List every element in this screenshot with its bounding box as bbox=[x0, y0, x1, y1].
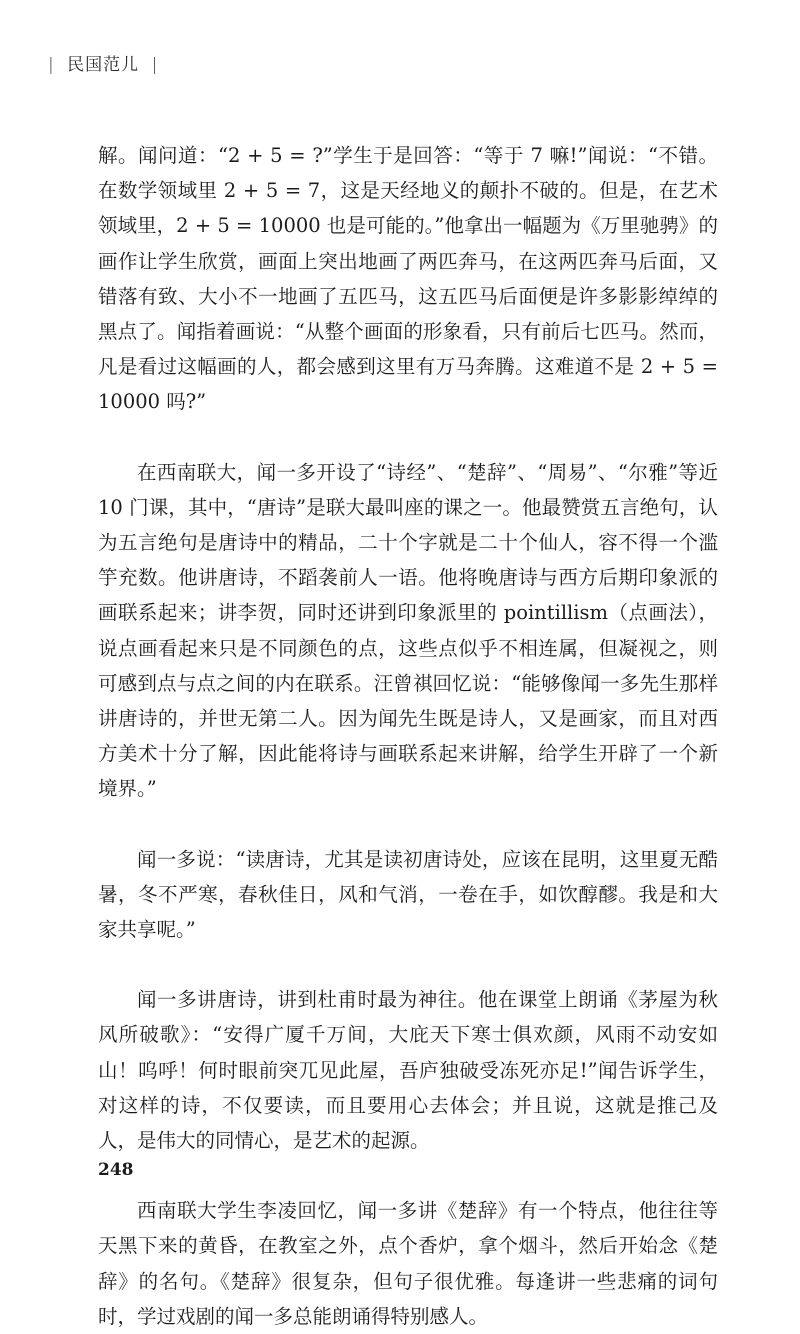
page-number: 248 bbox=[98, 1160, 134, 1180]
running-header bbox=[48, 50, 158, 75]
paragraph-chuci: 西南联大学生李凌回忆，闻一多讲《楚辞》有一个特点，他往往等天黑下来的黄昏，在教室之外，点个香炉，拿个烟斗，然后开始念《楚辞》的名句。《楚辞》很复杂，但句子很优雅。每逢讲一些悲痛的词句时，学过戏剧的闻一多总能朗诵得特别感人。 bbox=[98, 1199, 718, 1328]
paragraph-xinan-lianda: 在西南联大，闻一多开设了“诗经”、“楚辞”、“周易”、“尔雅”等近 10 门课，其中，“唐诗”是联大最叫座的课之一。他最赞赏五言绝句，认为五言绝句是唐诗中的精品，二十个字就是二十个仙人，容不得一个滥竽充数。他讲唐诗，不蹈袭前人一语。他将晚唐诗与西方后期印象派的画联系起来；讲李贺，同时还讲到印象派里的 pointillism（点画法），说点画看起来只是不同颜色的点，这些点似乎不相连属，但凝视之，则可感到点与点之间的内在联系。汪曾祺回忆说：“能够像闻一多先生那样讲唐诗的，并世无第二人。因为闻先生既是诗人，又是画家，而且对西方美术十分了解，因此能将诗与画联系起来讲解，给学生开辟了一个新境界。” bbox=[98, 460, 718, 801]
header-left-bar: | bbox=[48, 55, 55, 75]
page-body bbox=[98, 138, 718, 1334]
header-right-bar: | bbox=[151, 55, 159, 75]
paragraph-tang-poetry-kunming: 闻一多说：“读唐诗，尤其是读初唐诗处，应该在昆明，这里夏无酷暑，冬不严寒，春秋佳日，风和气消，一卷在手，如饮醇醪。我是和大家共享呢。” bbox=[98, 847, 718, 942]
paragraph-continued: 解。闻问道：“2 + 5 = ?”学生于是回答：“等于 7 嘛!”闻说：“不错。在数学领域里 2 + 5 = 7，这是天经地义的颠扑不破的。但是，在艺术领域里，2 + 5 = 10000 也是可能的。”他拿出一幅题为《万里驰骋》的画作让学生欣赏，画面上突出地画了两匹奔马，在这两匹奔马后面，又错落有致、大小不一地画了五匹马，这五匹马后面便是许多影影绰绰的黑点了。闻指着画说：“从整个画面的形象看，只有前后七匹马。然而，凡是看过这幅画的人，都会感到这里有万马奔腾。这难道不是 2 + 5 = 10000 吗?” bbox=[98, 144, 718, 414]
book-title: 民国范儿 bbox=[67, 55, 140, 75]
paragraph-du-fu: 闻一多讲唐诗，讲到杜甫时最为神往。他在课堂上朗诵《茅屋为秋风所破歌》：“安得广厦千万间，大庇天下寒士俱欢颜，风雨不动安如山！呜呼！何时眼前突兀见此屋，吾庐独破受冻死亦足!”闻告诉学生，对这样的诗，不仅要读，而且要用心去体会；并且说，这就是推己及人，是伟大的同情心，是艺术的起源。 bbox=[98, 988, 718, 1153]
